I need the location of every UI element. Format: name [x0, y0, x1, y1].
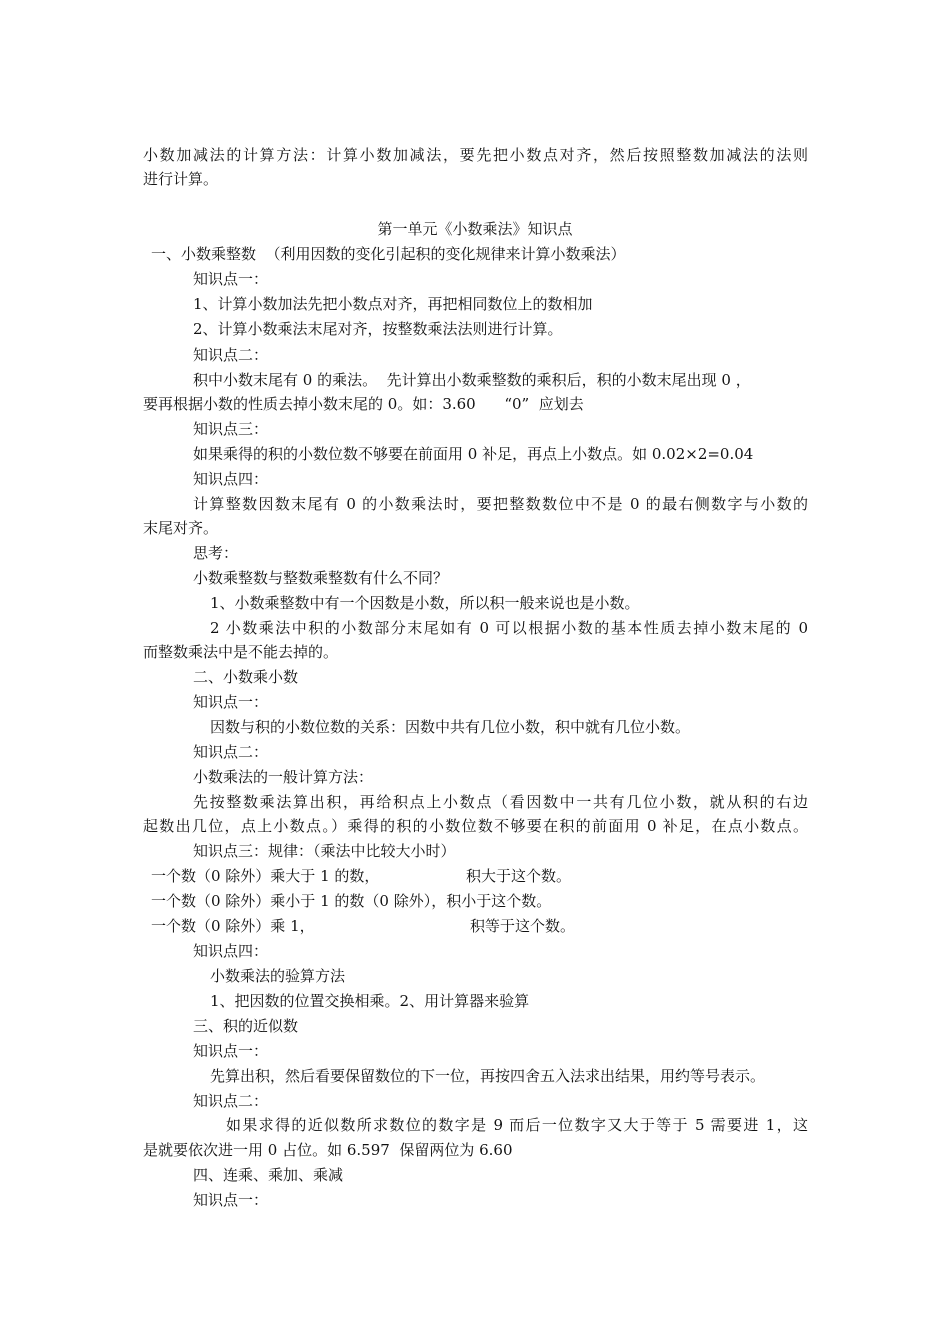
- page-title: 第一单元《小数乘法》知识点: [377, 220, 573, 238]
- s3-k1-line-1: 先算出积，然后看要保留数位的下一位，再按四舍五入法求出结果，用约等号表示。: [210, 1067, 766, 1085]
- s2-k2-line-3: 起数出几位，点上小数点。）乘得的积的小数位数不够要在积的前面用 0 补足，在点小数点。: [143, 817, 808, 835]
- s4-knowledge-1-label: 知识点一：: [193, 1191, 269, 1209]
- s1-k1-line-2: 2、计算小数乘法末尾对齐，按整数乘法法则进行计算。: [193, 320, 563, 338]
- s3-knowledge-1-label: 知识点一：: [193, 1042, 269, 1060]
- intro-line-1: 小数加减法的计算方法：计算小数加减法，要先把小数点对齐，然后按照整数加减法的法则: [143, 146, 808, 164]
- s1-think-question: 小数乘整数与整数乘整数有什么不同？: [193, 569, 449, 587]
- section-4-heading: 四、连乘、乘加、乘减: [193, 1166, 344, 1184]
- s2-k2-line-1: 小数乘法的一般计算方法：: [193, 768, 374, 786]
- s2-knowledge-4-label: 知识点四：: [193, 942, 269, 960]
- s2-rule-1-right: 积大于这个数。: [466, 867, 572, 885]
- s1-k2-line-1: 积中小数末尾有 0 的乘法。 先计算出小数乘整数的乘积后，积的小数末尾出现 0 ，: [193, 371, 751, 389]
- s2-knowledge-3-label: 知识点三：规律：（乘法中比较大小时）: [193, 842, 456, 860]
- s2-knowledge-1-label: 知识点一：: [193, 693, 269, 711]
- s1-think-label: 思考：: [193, 544, 239, 562]
- section-1-heading: 一、小数乘整数 （利用因数的变化引起积的变化规律来计算小数乘法）: [151, 245, 626, 263]
- s3-knowledge-2-label: 知识点二：: [193, 1092, 269, 1110]
- intro-line-2: 进行计算。: [143, 170, 219, 188]
- s2-rule-1-left: 一个数（0 除外）乘大于 1 的数，: [151, 867, 380, 885]
- s1-knowledge-4-label: 知识点四：: [193, 470, 269, 488]
- s2-rule-3-right: 积等于这个数。: [470, 917, 576, 935]
- s1-k1-line-1: 1、计算小数加法先把小数点对齐，再把相同数位上的数相加: [193, 295, 593, 313]
- s1-knowledge-2-label: 知识点二：: [193, 346, 269, 364]
- section-3-heading: 三、积的近似数: [193, 1017, 299, 1035]
- s3-k2-line-1: 如果求得的近似数所求数位的数字是 9 而后一位数字又大于等于 5 需要进 1，这: [226, 1116, 808, 1134]
- s2-k2-line-2: 先按整数乘法算出积，再给积点上小数点（看因数中一共有几位小数，就从积的右边: [193, 793, 808, 811]
- s1-knowledge-3-label: 知识点三：: [193, 420, 269, 438]
- section-2-heading: 二、小数乘小数: [193, 668, 299, 686]
- s2-rule-2: 一个数（0 除外）乘小于 1 的数（0 除外），积小于这个数。: [151, 892, 552, 910]
- s1-k4-line-2: 末尾对齐。: [143, 519, 219, 537]
- s2-knowledge-2-label: 知识点二：: [193, 743, 269, 761]
- s2-k1-line-1: 因数与积的小数位数的关系：因数中共有几位小数，积中就有几位小数。: [210, 718, 691, 736]
- s1-k4-line-1: 计算整数因数末尾有 0 的小数乘法时，要把整数数位中不是 0 的最右侧数字与小数的: [193, 495, 808, 513]
- s1-think-point-2a: 2 小数乘法中积的小数部分末尾如有 0 可以根据小数的基本性质去掉小数末尾的 0: [210, 619, 808, 637]
- s1-k2-line-2: 要再根据小数的性质去掉小数末尾的 0。如：3.60 “0” 应划去: [143, 395, 584, 413]
- s3-k2-line-2: 是就要依次进一用 0 占位。如 6.597 保留两位为 6.60: [143, 1141, 513, 1159]
- s1-think-point-2b: 而整数乘法中是不能去掉的。: [143, 643, 339, 661]
- s1-think-point-1: 1、小数乘整数中有一个因数是小数，所以积一般来说也是小数。: [210, 594, 640, 612]
- s1-k3-line-1: 如果乘得的积的小数位数不够要在前面用 0 补足，再点上小数点。如 0.02×2=0.04: [193, 445, 754, 463]
- s1-knowledge-1-label: 知识点一：: [193, 270, 269, 288]
- s2-k4-line-2: 1、把因数的位置交换相乘。2、用计算器来验算: [210, 992, 530, 1010]
- s2-rule-3-left: 一个数（0 除外）乘 1，: [151, 917, 315, 935]
- s2-k4-line-1: 小数乘法的验算方法: [210, 967, 346, 985]
